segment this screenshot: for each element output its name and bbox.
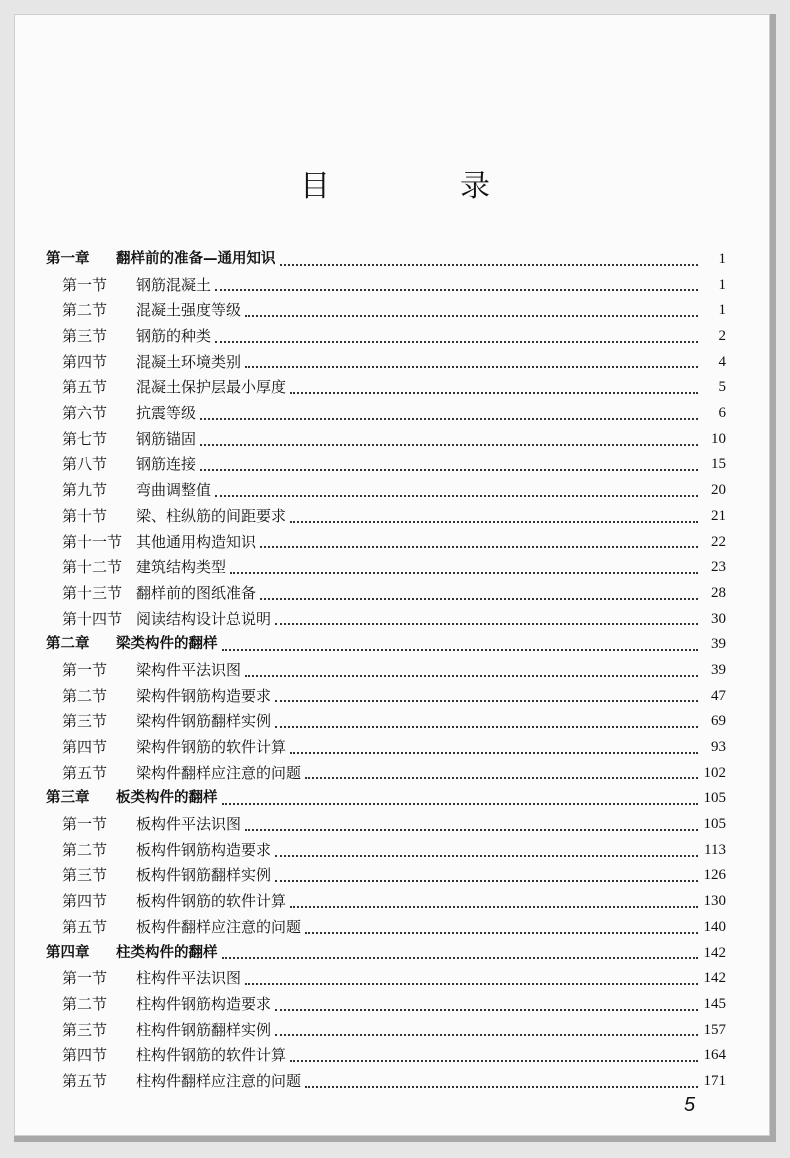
toc-entry-page: 39: [711, 636, 726, 653]
toc-entry-title: 柱构件翻样应注意的问题: [136, 1071, 302, 1090]
toc-chapter-row[interactable]: [46, 247, 726, 273]
toc-entry-title: 其他通用构造知识: [136, 532, 257, 551]
toc-section-row[interactable]: [46, 273, 726, 299]
toc-entry-title: 钢筋混凝土: [136, 275, 212, 294]
dot-leader: [305, 931, 698, 934]
toc-entry-number: 第三节: [62, 712, 108, 731]
dot-leader: [290, 520, 698, 523]
toc-entry-page: 126: [703, 867, 726, 884]
book-page: [14, 14, 776, 1142]
dot-leader: [200, 417, 698, 420]
toc-entry-page: 1: [718, 302, 726, 319]
toc-entry-page: 142: [703, 944, 726, 961]
toc-entry-page: 2: [718, 328, 726, 345]
toc-entry-title: 阅读结构设计总说明: [136, 609, 272, 628]
toc-section-row[interactable]: [46, 401, 726, 427]
dot-leader: [275, 622, 698, 625]
table-of-contents: [46, 247, 726, 1095]
dot-leader: [280, 263, 699, 266]
dot-leader: [222, 956, 699, 959]
toc-entry-page: 15: [711, 456, 726, 473]
dot-leader: [215, 494, 698, 497]
toc-entry-title: 钢筋锚固: [136, 429, 197, 448]
toc-entry-title: 板类构件的翻样: [116, 790, 218, 807]
toc-entry-number: 第四节: [62, 1046, 108, 1065]
dot-leader: [305, 1085, 698, 1088]
toc-section-row[interactable]: [46, 581, 726, 607]
toc-entry-page: 39: [711, 661, 726, 678]
dot-leader: [275, 1008, 698, 1011]
toc-section-row[interactable]: [46, 607, 726, 633]
toc-entry-title: 板构件钢筋翻样实例: [136, 866, 272, 885]
toc-entry-page: 145: [703, 995, 726, 1012]
dot-leader: [260, 597, 698, 600]
toc-section-row[interactable]: [46, 709, 726, 735]
toc-entry-page: 10: [711, 430, 726, 447]
toc-chapter-row[interactable]: [46, 786, 726, 812]
dot-leader: [290, 905, 698, 908]
toc-entry-number: 第一节: [62, 815, 108, 834]
toc-entry-number: 第四节: [62, 738, 108, 757]
toc-section-row[interactable]: [46, 324, 726, 350]
toc-entry-number: 第五节: [62, 917, 108, 936]
toc-entry-page: 6: [718, 405, 726, 422]
toc-section-row[interactable]: [46, 761, 726, 787]
toc-entry-title: 板构件翻样应注意的问题: [136, 917, 302, 936]
toc-entry-number: 第十四节: [62, 609, 123, 628]
toc-entry-title: 梁、柱纵筋的间距要求: [136, 506, 287, 525]
toc-entry-title: 板构件平法识图: [136, 815, 242, 834]
toc-entry-page: 23: [711, 559, 726, 576]
toc-section-row[interactable]: [46, 684, 726, 710]
toc-entry-page: 130: [703, 893, 726, 910]
toc-entry-number: 第十三节: [62, 583, 123, 602]
dot-leader: [275, 879, 698, 882]
toc-section-row[interactable]: [46, 453, 726, 479]
toc-entry-page: 5: [718, 379, 726, 396]
toc-section-row[interactable]: [46, 915, 726, 941]
toc-entry-number: 第四节: [62, 892, 108, 911]
toc-entry-number: 第五节: [62, 378, 108, 397]
toc-entry-number: 第十二节: [62, 558, 123, 577]
dot-leader: [215, 288, 698, 291]
toc-entry-number: 第四节: [62, 352, 108, 371]
toc-entry-page: 22: [711, 533, 726, 550]
toc-section-row[interactable]: [46, 864, 726, 890]
toc-entry-page: 47: [711, 687, 726, 704]
toc-entry-page: 93: [711, 739, 726, 756]
toc-entry-number: 第六节: [62, 404, 108, 423]
toc-entry-number: 第一节: [62, 275, 108, 294]
toc-entry-title: 弯曲调整值: [136, 481, 212, 500]
toc-section-row[interactable]: [46, 812, 726, 838]
toc-section-row[interactable]: [46, 889, 726, 915]
dot-leader: [245, 828, 698, 831]
toc-section-row[interactable]: [46, 1043, 726, 1069]
toc-entry-page: 30: [711, 610, 726, 627]
toc-entry-number: 第一章: [46, 250, 90, 267]
toc-entry-page: 105: [703, 790, 726, 807]
toc-entry-page: 28: [711, 584, 726, 601]
dot-leader: [200, 468, 698, 471]
toc-entry-title: 钢筋连接: [136, 455, 197, 474]
toc-entry-title: 混凝土强度等级: [136, 301, 242, 320]
toc-entry-page: 140: [703, 918, 726, 935]
toc-entry-number: 第二节: [62, 840, 108, 859]
toc-section-row[interactable]: [46, 1069, 726, 1095]
toc-section-row[interactable]: [46, 555, 726, 581]
dot-leader: [230, 571, 698, 574]
toc-entry-title: 抗震等级: [136, 404, 197, 423]
toc-entry-title: 建筑结构类型: [136, 558, 227, 577]
dot-leader: [215, 340, 698, 343]
toc-entry-number: 第八节: [62, 455, 108, 474]
toc-entry-title: 梁构件翻样应注意的问题: [136, 763, 302, 782]
toc-section-row[interactable]: [46, 992, 726, 1018]
toc-entry-title: 翻样前的图纸准备: [136, 583, 257, 602]
toc-entry-title: 柱构件钢筋翻样实例: [136, 1020, 272, 1039]
toc-entry-number: 第三节: [62, 866, 108, 885]
toc-section-row[interactable]: [46, 1018, 726, 1044]
toc-section-row[interactable]: [46, 735, 726, 761]
toc-section-row[interactable]: [46, 350, 726, 376]
page-number: 5: [684, 1094, 696, 1116]
dot-leader: [290, 751, 698, 754]
dot-leader: [275, 699, 698, 702]
toc-entry-number: 第五节: [62, 1071, 108, 1090]
toc-entry-number: 第二节: [62, 686, 108, 705]
toc-entry-title: 混凝土环境类别: [136, 352, 242, 371]
toc-entry-title: 钢筋的种类: [136, 327, 212, 346]
toc-section-row[interactable]: [46, 298, 726, 324]
toc-entry-title: 梁构件钢筋的软件计算: [136, 738, 287, 757]
toc-chapter-row[interactable]: [46, 632, 726, 658]
toc-entry-page: 21: [711, 507, 726, 524]
dot-leader: [245, 365, 698, 368]
toc-section-row[interactable]: [46, 838, 726, 864]
toc-entry-title: 柱构件钢筋的软件计算: [136, 1046, 287, 1065]
toc-entry-number: 第一节: [62, 969, 108, 988]
dot-leader: [275, 725, 698, 728]
dot-leader: [222, 648, 699, 651]
toc-entry-number: 第一节: [62, 660, 108, 679]
toc-chapter-row[interactable]: [46, 941, 726, 967]
toc-entry-title: 翻样前的准备—通用知识: [116, 250, 276, 267]
toc-entry-number: 第三节: [62, 327, 108, 346]
toc-entry-number: 第五节: [62, 763, 108, 782]
toc-entry-title: 柱构件钢筋构造要求: [136, 994, 272, 1013]
toc-entry-title: 梁构件平法识图: [136, 660, 242, 679]
toc-section-row[interactable]: [46, 427, 726, 453]
dot-leader: [305, 776, 698, 779]
toc-entry-number: 第三节: [62, 1020, 108, 1039]
dot-leader: [275, 854, 698, 857]
toc-section-row[interactable]: [46, 530, 726, 556]
toc-entry-title: 混凝土保护层最小厚度: [136, 378, 287, 397]
toc-section-row[interactable]: [46, 478, 726, 504]
toc-entry-page: 113: [704, 841, 726, 858]
toc-entry-number: 第九节: [62, 481, 108, 500]
toc-entry-title: 梁构件钢筋构造要求: [136, 686, 272, 705]
toc-entry-number: 第十一节: [62, 532, 123, 551]
toc-entry-page: 171: [703, 1072, 726, 1089]
toc-entry-number: 第十节: [62, 506, 108, 525]
page-title: 目 录: [300, 169, 540, 204]
dot-leader: [275, 1033, 698, 1036]
toc-entry-number: 第二节: [62, 994, 108, 1013]
dot-leader: [245, 314, 698, 317]
toc-section-row[interactable]: [46, 375, 726, 401]
toc-entry-page: 1: [718, 276, 726, 293]
toc-section-row[interactable]: [46, 966, 726, 992]
toc-entry-page: 105: [703, 816, 726, 833]
dot-leader: [245, 674, 698, 677]
toc-entry-page: 164: [703, 1047, 726, 1064]
dot-leader: [260, 545, 698, 548]
dot-leader: [200, 443, 698, 446]
toc-entry-title: 梁类构件的翻样: [116, 636, 218, 653]
toc-section-row[interactable]: [46, 504, 726, 530]
toc-entry-page: 157: [703, 1021, 726, 1038]
toc-entry-number: 第二节: [62, 301, 108, 320]
toc-entry-page: 142: [703, 970, 726, 987]
toc-entry-page: 4: [718, 353, 726, 370]
toc-entry-title: 柱类构件的翻样: [116, 944, 218, 961]
dot-leader: [290, 1059, 698, 1062]
toc-entry-page: 69: [711, 713, 726, 730]
toc-entry-number: 第七节: [62, 429, 108, 448]
toc-entry-page: 1: [718, 250, 726, 267]
toc-entry-page: 102: [703, 764, 726, 781]
toc-section-row[interactable]: [46, 658, 726, 684]
toc-entry-number: 第四章: [46, 944, 90, 961]
dot-leader: [290, 391, 698, 394]
toc-entry-page: 20: [711, 482, 726, 499]
toc-entry-title: 板构件钢筋构造要求: [136, 840, 272, 859]
dot-leader: [245, 982, 698, 985]
toc-entry-number: 第二章: [46, 636, 90, 653]
toc-entry-number: 第三章: [46, 790, 90, 807]
toc-entry-title: 梁构件钢筋翻样实例: [136, 712, 272, 731]
dot-leader: [222, 802, 699, 805]
toc-entry-title: 柱构件平法识图: [136, 969, 242, 988]
toc-entry-title: 板构件钢筋的软件计算: [136, 892, 287, 911]
